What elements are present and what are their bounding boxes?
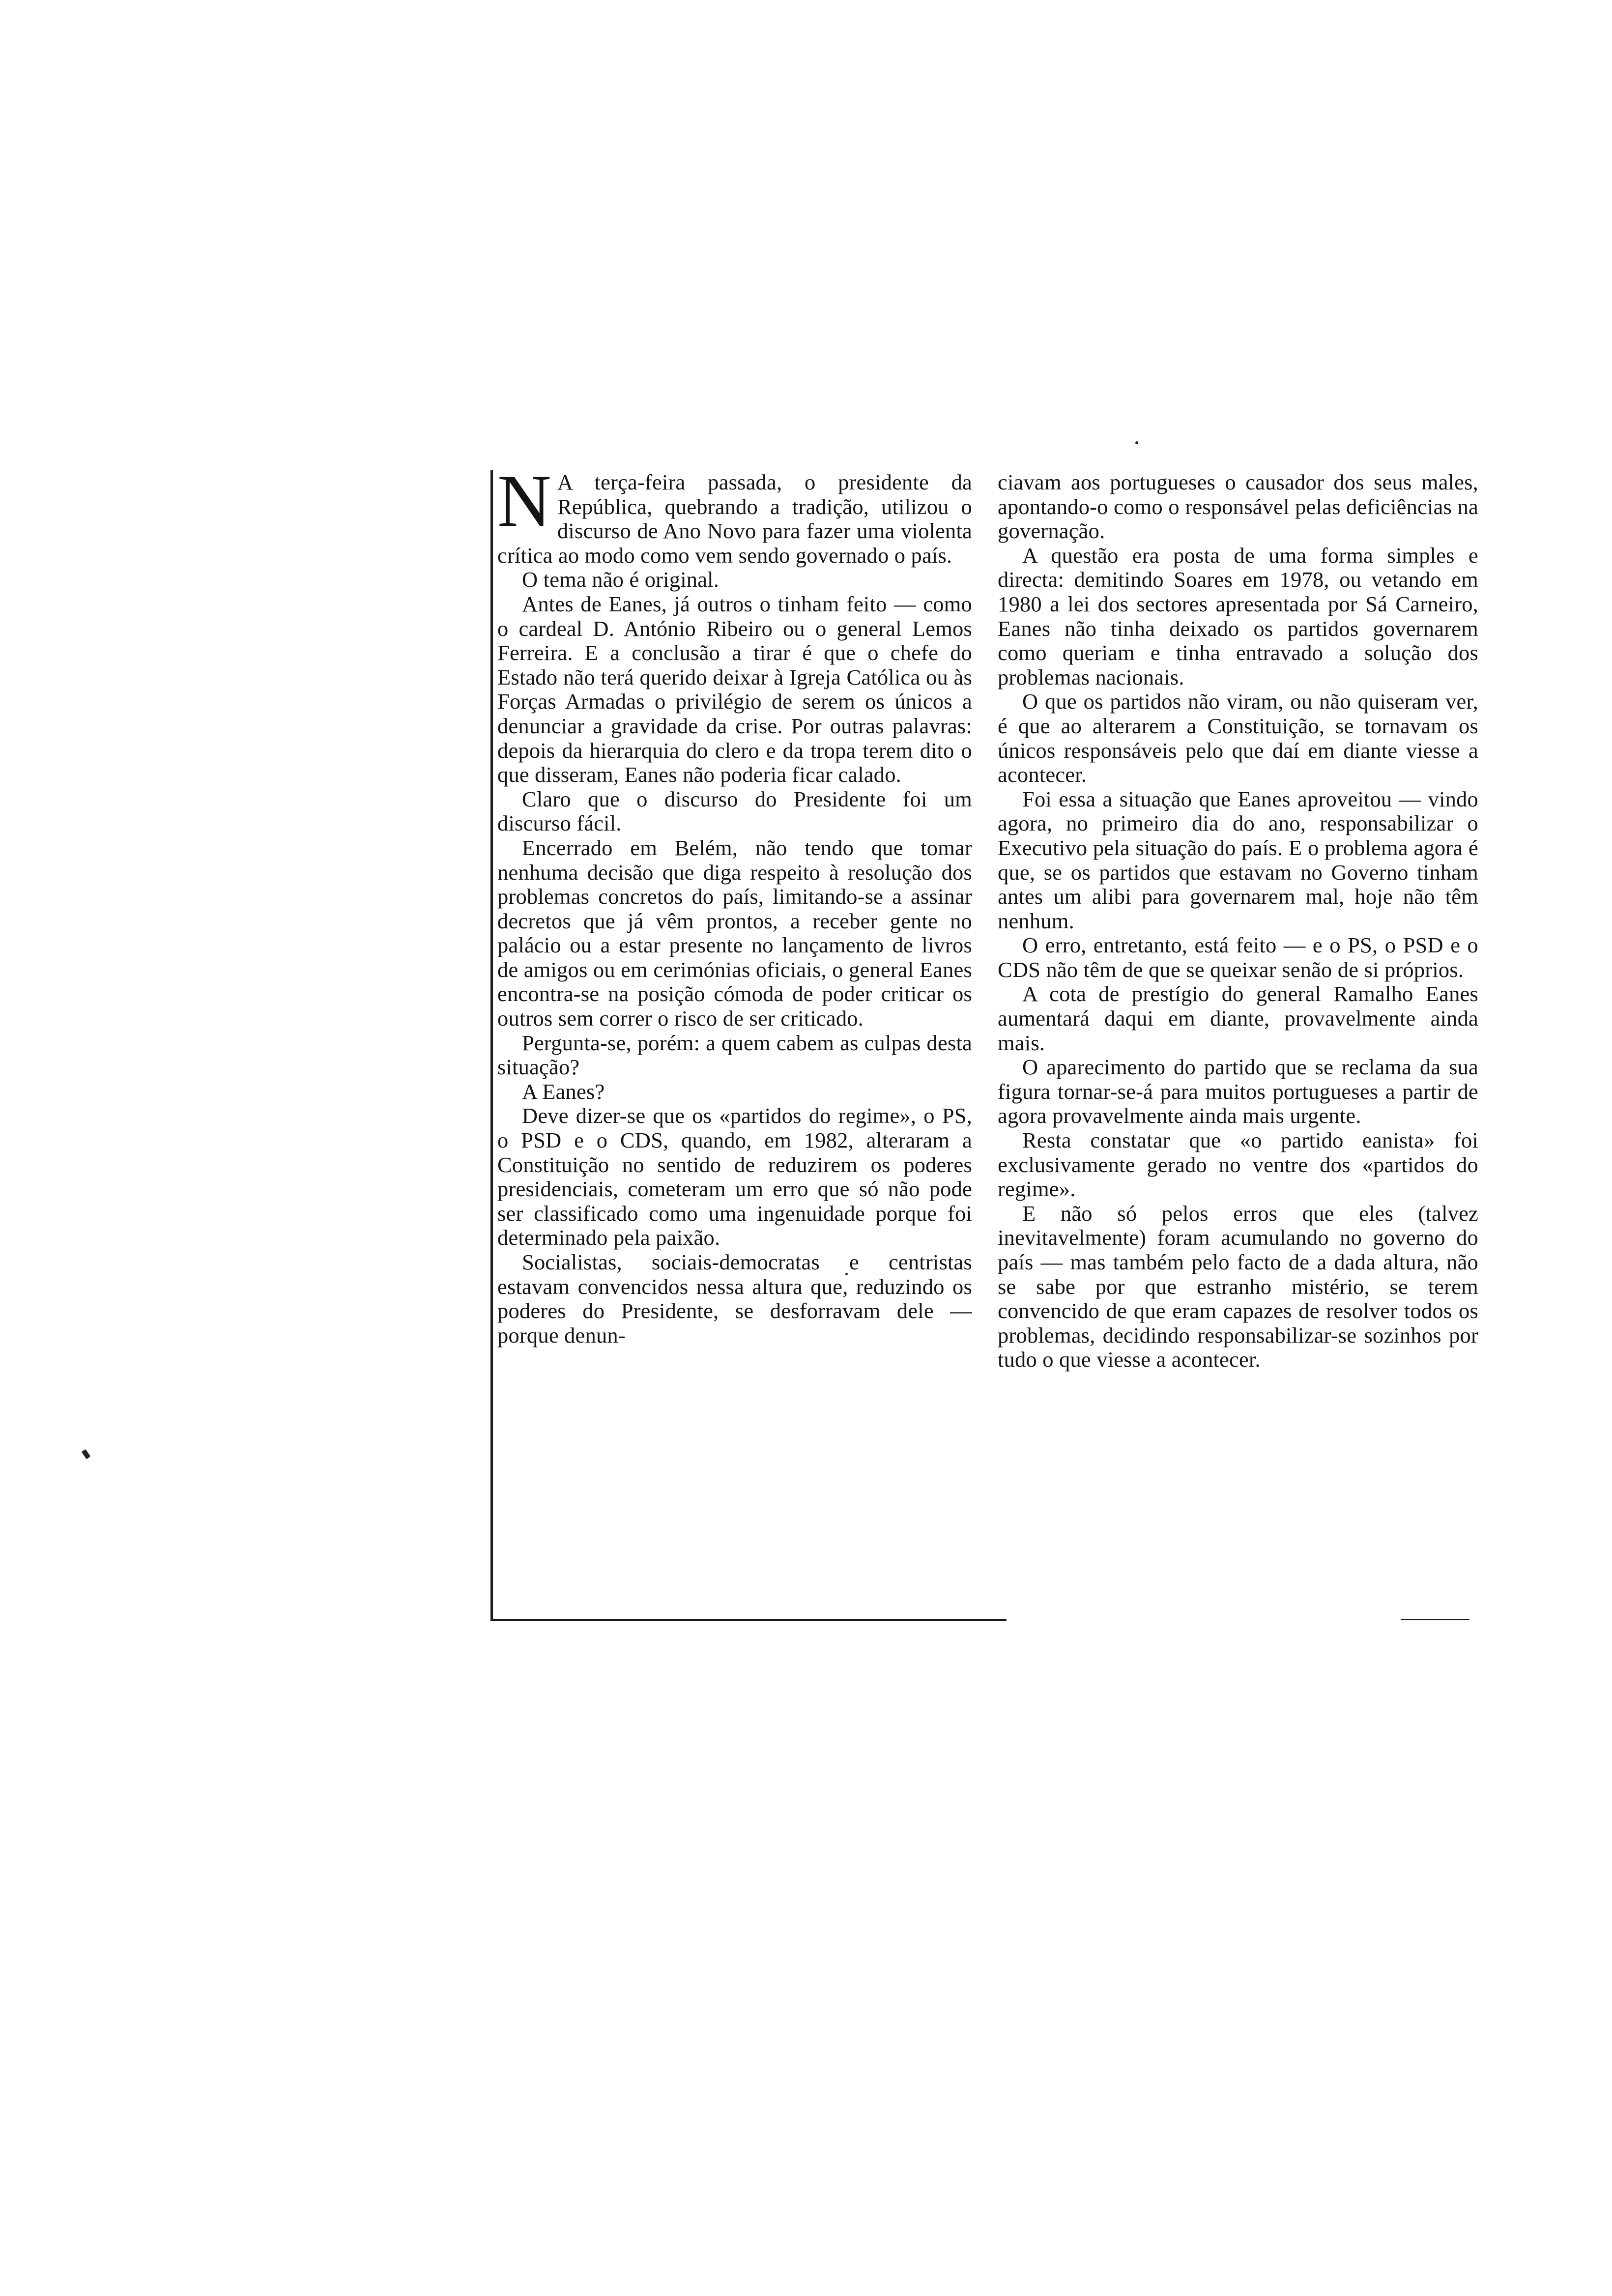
article-paragraph-lead	[497, 459, 972, 568]
article-end-rule	[1401, 1619, 1469, 1620]
article-paragraph: Foi essa a situação que Eanes aproveitou — vindo agora, no primeiro dia do ano, responsabilizar o Executivo pela situação do país. E o problema agora é que, se os partidos que estavam no Governo tinham antes um alibi para governarem mal, hoje não têm nenhum.	[998, 786, 1478, 933]
scan-speck	[82, 1449, 91, 1459]
column-frame-left-rule	[490, 470, 493, 1621]
column-frame-bottom-rule	[490, 1619, 1007, 1621]
article-column-right	[998, 470, 1478, 1372]
article-paragraph: Encerrado em Belém, não tendo que tomar nenhuma decisão que diga respeito à resolução dos problemas concretos do país, limitando-se a assinar decretos que já vêm prontos, a receber gente no palácio ou a estar presente no lançamento de livros de amigos ou em cerimónias oficiais, o general Eanes encontra-se na posição cómoda de poder criticar os outros sem correr o risco de ser criticado.	[497, 835, 972, 1031]
lead-text: A terça-feira passada, o presidente da República, quebrando a tradição, utilizou o discurso de Ano Novo para fazer uma violenta crítica ao modo como vem sendo governado o país.	[497, 470, 972, 568]
article-paragraph: A cota de prestígio do general Ramalho Eanes aumentará daqui em diante, provavelmente ainda mais.	[998, 981, 1478, 1055]
article-paragraph: Resta constatar que «o partido eanista» foi exclusivamente gerado no ventre dos «partidos do regime».	[998, 1128, 1478, 1202]
article-paragraph: A questão era posta de uma forma simples e directa: demitindo Soares em 1978, ou vetando em 1980 a lei dos sectores apresentada por Sá Carneiro, Eanes não tinha deixado os partidos governarem como queriam e tinha entravado a solução dos problemas nacionais.	[998, 543, 1478, 689]
scan-speck	[1135, 441, 1138, 444]
article-paragraph-continued: ciavam aos portugueses o causador dos seus males, apontando-o como o responsável pelas deficiências na governação.	[998, 470, 1478, 544]
article-paragraph: Claro que o discurso do Presidente foi um discurso fácil.	[497, 786, 972, 836]
article-paragraph: O erro, entretanto, está feito — e o PS, o PSD e o CDS não têm de que se queixar senão de si próprios.	[998, 933, 1478, 982]
article-paragraph: Antes de Eanes, já outros o tinham feito — como o cardeal D. António Ribeiro ou o general Lemos Ferreira. E a conclusão a tirar é que o chefe do Estado não terá querido deixar à Igreja Católica ou às Forças Armadas o privilégio de serem os únicos a denunciar a gravidade da crise. Por outras palavras: depois da hierarquia do clero e da tropa terem dito o que disseram, Eanes não poderia ficar calado.	[497, 591, 972, 787]
drop-cap: N	[497, 459, 551, 542]
article-paragraph: O que os partidos não viram, ou não quiseram ver, é que ao alterarem a Constituição, se tornavam os únicos responsáveis pelo que daí em diante viesse a acontecer.	[998, 689, 1478, 787]
article-paragraph: Socialistas, sociais-democratas e centristas estavam convencidos nessa altura que, reduzindo os poderes do Presidente, se desforravam dele — porque denun-	[497, 1250, 972, 1348]
article-paragraph: Pergunta-se, porém: a quem cabem as culpas desta situação?	[497, 1030, 972, 1080]
article-paragraph: A Eanes?	[522, 1079, 605, 1104]
article-column-left	[497, 459, 972, 1348]
article-paragraph: Deve dizer-se que os «partidos do regime», o PS, o PSD e o CDS, quando, em 1982, alteraram a Constituição no sentido de reduzirem os poderes presidenciais, cometeram um erro que só não pode ser classificado como uma ingenuidade porque foi determinado pela paixão.	[497, 1103, 972, 1250]
article-paragraph: O tema não é original.	[522, 567, 720, 592]
article-paragraph: E não só pelos erros que eles (talvez inevitavelmente) foram acumulando no governo do país — mas também pelo facto de a dada altura, não se sabe por que estranho mistério, se terem convencido de que eram capazes de resolver todos os problemas, decidindo responsabilizar-se sozinhos por tudo o que viesse a acontecer.	[998, 1201, 1478, 1372]
article-paragraph: O aparecimento do partido que se reclama da sua figura tornar-se-á para muitos portugueses a partir de agora provavelmente ainda mais urgente.	[998, 1055, 1478, 1128]
